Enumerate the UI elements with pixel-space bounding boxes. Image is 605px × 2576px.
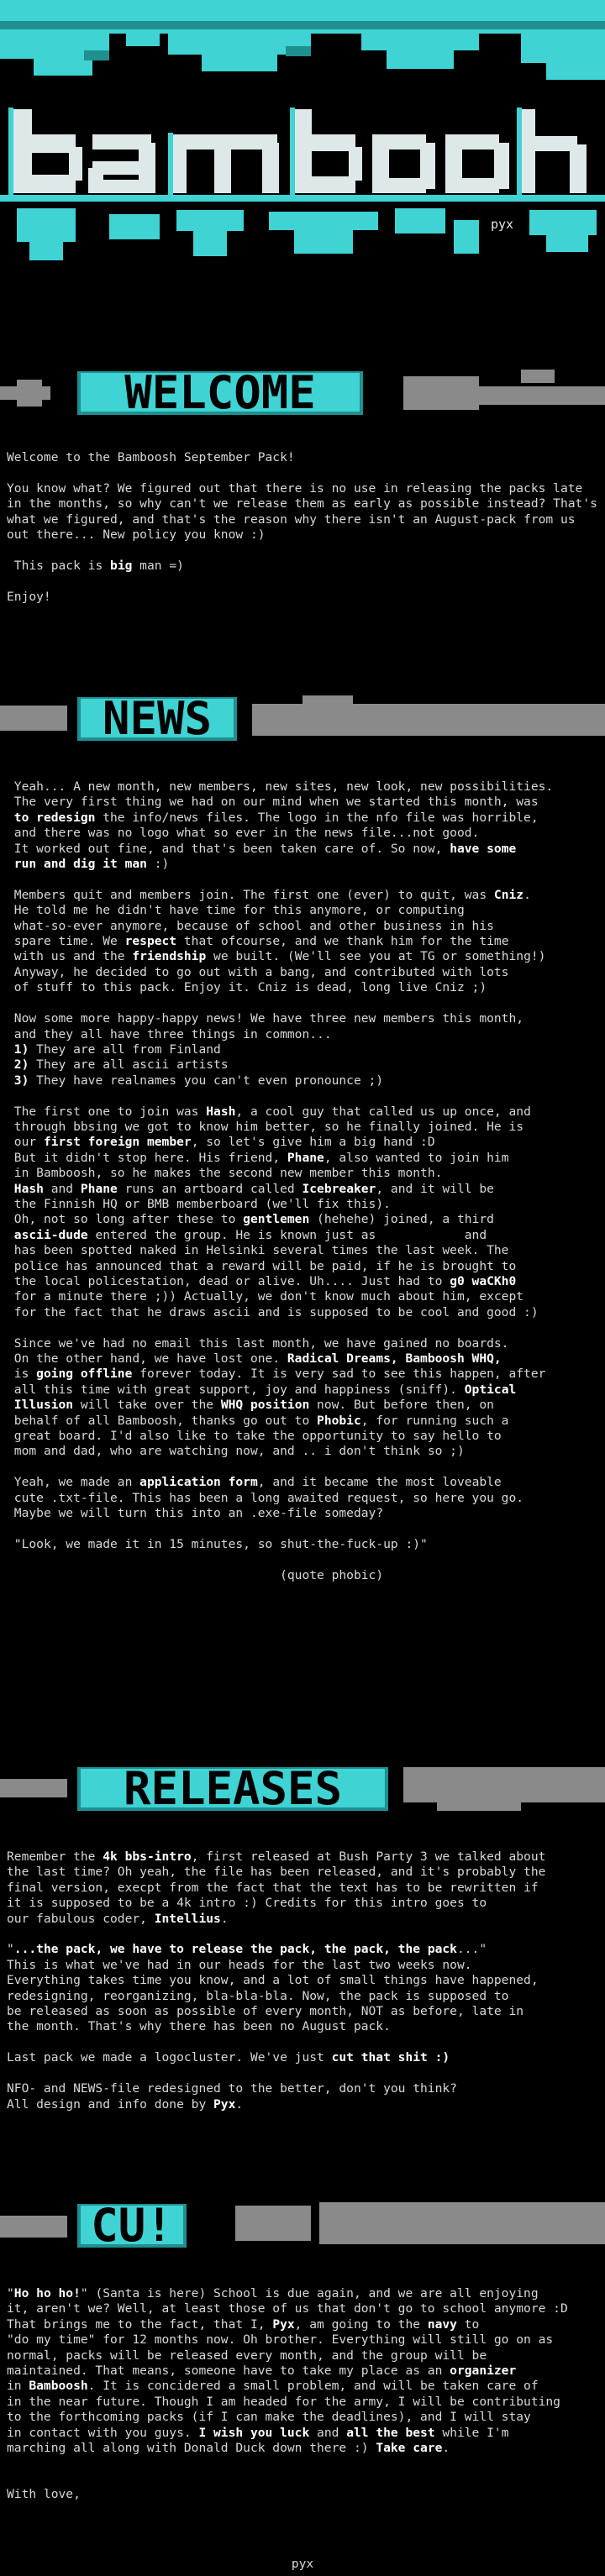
news-text: Yeah... A new month, new members, new sites, new look, new possibilities. The very first thing we had on our mind when we started this month, was to redesign the info/news files. The logo in the nfo file was horrible, and there was no logo what so ever in the news file...not good. It worked out fine, and that's been taken care of. So now, have some run and dig it man :) Members quit and members join. The first one (ever) to quit, was Cniz. He told me he didn't have time for this anymore, or computing what-so-ever anymore, because of school and other business in his spare time. We respect that ofcourse, and we thank him for the time with us and the friendship we built. (We'll see you at TG or something!) Anyway, he decided to go out with a bang, and contributed with lots of stuff to this pack. Enjoy it. Cniz is dead, long live Cniz ;) Now some more happy-happy news! We have three new members this month, and they all have three things in common... 1) They are all from Finland 2) They are all ascii artists 3) They have realnames you can't even pronounce ;) The first one to join was Hash, a cool guy that called us up once, and through bbsing we got to know him better, so he finally joined. He is our first foreign member, so let's give him a big hand :D But it didn't stop here. His friend, Phane, also wanted to join him in Bamboosh, so he makes the second new member this month. Hash and Phane runs an artboard called Icebreaker, and it will be the Finnish HQ or BMB memberboard (we'll fix this). Oh, not so long after these to gentlemen (hehehe) joined, a third ascii-dude entered the group. He is known just as and has been spotted naked in Helsinki several times the last week. The police has announced that a reward will be paid, if he is brought to the local policestation, dead or alive. Uh.... Just had to g0 waCKh0 for a minute there ;)) Actually, we don't know much about him, except for the fact that he draws ascii and is supposed to be cool and good :) Since we've had no email this last month, we have gained no boards. On the other hand, we have lost one. Radical Dreams, Bamboosh WHQ, is going offline forever today. It is very sad to see this happen, after all this time with great support, joy and happiness (sniff). Optical Illusion will take over the WHQ position now. But before then, on behalf of all Bamboosh, thanks go out to Phobic, for running such a great board. I'd also like to take the opportunity to say hello to mom and dad, who are watching now, and .. i don't think so ;) Yeah, we made an application form, and it became the most loveable cute .txt-file. This has been a long awaited request, so here you go. Maybe we will turn this into an .exe-file someday? "Look, we made it in 15 minutes, so shut-the-fuck-up :)" (quote phobic) (7, 779, 554, 1582)
signature: pyx (291, 2557, 314, 2571)
logo-artist-tag: pyx (491, 217, 514, 232)
bamboosh-logo (0, 0, 605, 294)
news-header-text: NEWS (102, 692, 213, 745)
releases-text: Remember the 4k bbs-intro, first released at Bush Party 3 we talked about the last time? Oh yeah, the file has been released, and it's probably the final version, execpt from the fact that the text has to be rewritten if it is supposed to be a 4k intro :) Credits for this intro goes to our fabulous coder, Intellius. "...the pack, we have to release the pack, the pack, the pack..." This is what we've had in our heads for the last two weeks now. Everything takes time you know, and a lot of small things have happened, redesigning, reorganizing, bla-bla-bla. Now, the pack is supposed to be released as soon as possible of every month, NOT as before, late in the month. That's why there has been no August pack. Last pack we made a logocluster. We've just cut that shit :) NFO- and NEWS-file redesigned to the better, don't you think? All design and info done by Pyx. (7, 1849, 546, 2112)
welcome-text: Welcome to the Bamboosh September Pack! You know what? We figured out that there is no use in releasing the packs late in the months, so why can't we release them as early as possible instead? That's what we figured, and that's the reason why there isn't an August-pack from us out there... New policy you know :) This pack is big man =) Enjoy! (7, 450, 605, 604)
welcome-header (0, 361, 605, 425)
cu-header (0, 2194, 605, 2258)
welcome-header-text: WELCOME (124, 366, 316, 419)
news-header (0, 687, 605, 751)
cu-text: "Ho ho ho!" (Santa is here) School is due again, and we are all enjoying it, aren't we? Well, at least those of us that don't go to school anymore :D That brings me to the fact, that I, Pyx, am going to the navy to "do my time" for 12 months now. Oh brother. Everything will still go on as normal, packs will be released every month, and the group will be maintained. That means, someone have to take my place as an organizer in Bamboosh. It is concidered a small problem, and will be taken care of in the near future. Though I am headed for the army, I will be contributing to the forthcoming packs (if I can make the deadlines), and I will stay in contact with you guys. I wish you luck and all the best while I'm marching all along with Donald Duck down there :) Take care. With love, (7, 2286, 568, 2502)
cu-header-text: CU! (91, 2199, 173, 2252)
releases-header (0, 1757, 605, 1821)
releases-header-text: RELEASES (123, 1762, 343, 1815)
